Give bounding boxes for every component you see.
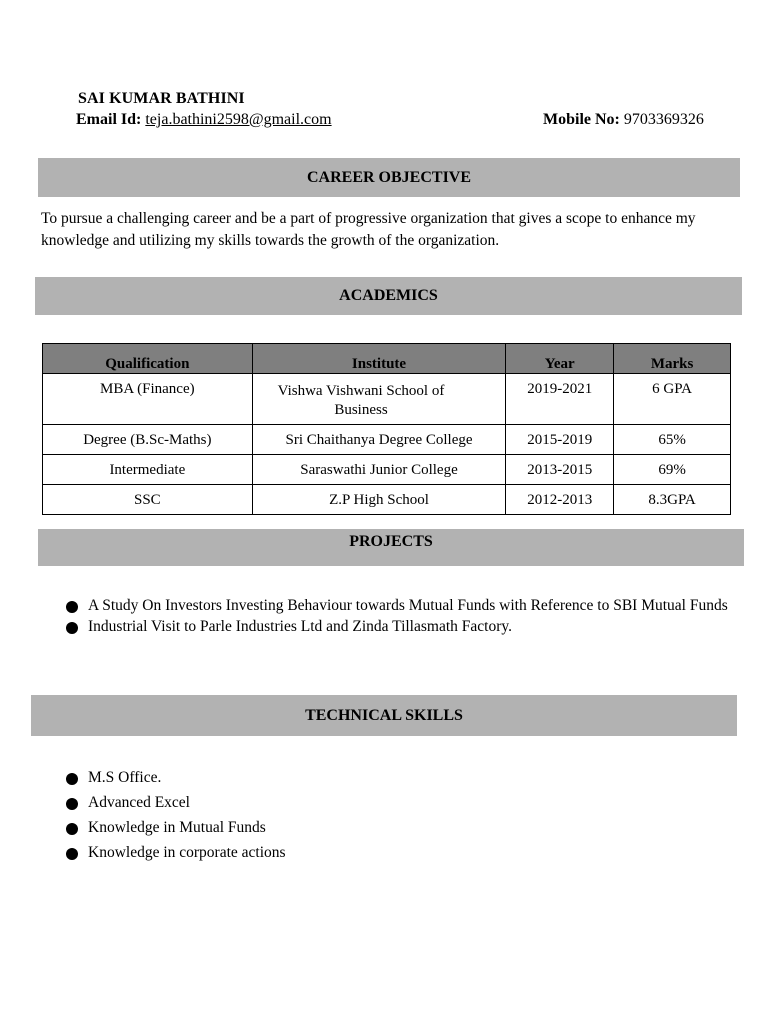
year-cell: 2012-2013 [506, 485, 614, 515]
institute-cell: Saraswathi Junior College [252, 455, 506, 485]
technical-skills-heading: TECHNICAL SKILLS [31, 695, 737, 736]
marks-cell: 69% [614, 455, 731, 485]
list-item [64, 596, 734, 616]
career-objective-text: To pursue a challenging career and be a part of progressive organization that gives a scope to enhance my knowledge and utilizing my skills towards the growth of the organization. [41, 210, 696, 249]
institute-cell: Z.P High School [252, 485, 506, 515]
column-header-marks: Marks [614, 344, 731, 374]
table-header-row [43, 344, 731, 374]
marks-cell: 8.3GPA [614, 485, 731, 515]
marks-cell: 6 GPA [614, 374, 731, 425]
table-row [43, 374, 731, 425]
column-header-qualification: Qualification [43, 344, 253, 374]
institute-cell: Vishwa Vishwani School of Business [252, 374, 506, 425]
year-cell: 2015-2019 [506, 425, 614, 455]
table-row [43, 485, 731, 515]
bullet-icon [66, 601, 78, 613]
bullet-icon [66, 848, 78, 860]
projects-list [64, 596, 734, 637]
mobile-line [543, 111, 704, 129]
project-text: A Study On Investors Investing Behaviour towards Mutual Funds with Reference to SBI Mutual Funds [88, 597, 728, 614]
mobile-label: Mobile No: [543, 111, 620, 128]
bullet-icon [66, 622, 78, 634]
qualification-cell: MBA (Finance) [43, 374, 253, 425]
bullet-icon [66, 823, 78, 835]
column-header-year: Year [506, 344, 614, 374]
list-item [64, 793, 664, 813]
bullet-icon [66, 773, 78, 785]
year-cell: 2013-2015 [506, 455, 614, 485]
year-cell: 2019-2021 [506, 374, 614, 425]
list-item [64, 843, 664, 863]
career-objective-heading: CAREER OBJECTIVE [38, 158, 740, 197]
qualification-cell: Intermediate [43, 455, 253, 485]
list-item [64, 818, 664, 838]
skill-text: Advanced Excel [88, 794, 190, 811]
table-row [43, 425, 731, 455]
skill-text: Knowledge in corporate actions [88, 844, 286, 861]
list-item [64, 617, 734, 637]
bullet-icon [66, 798, 78, 810]
mobile-number: 9703369326 [623, 111, 704, 128]
email-line [76, 111, 332, 129]
skill-text: Knowledge in Mutual Funds [88, 819, 266, 836]
academics-heading: ACADEMICS [35, 277, 742, 315]
column-header-institute: Institute [252, 344, 506, 374]
email-label: Email Id: [76, 111, 142, 128]
project-text: Industrial Visit to Parle Industries Ltd and Zinda Tillasmath Factory. [88, 618, 512, 635]
marks-cell: 65% [614, 425, 731, 455]
skill-text: M.S Office. [88, 769, 162, 786]
table-row [43, 455, 731, 485]
institute-cell: Sri Chaithanya Degree College [252, 425, 506, 455]
technical-skills-list [64, 768, 664, 863]
qualification-cell: SSC [43, 485, 253, 515]
email-link[interactable]: teja.bathini2598@gmail.com [145, 111, 332, 128]
projects-heading: PROJECTS [38, 529, 744, 566]
qualification-cell: Degree (B.Sc-Maths) [43, 425, 253, 455]
list-item [64, 768, 664, 788]
academics-table [42, 343, 731, 515]
candidate-name: SAI KUMAR BATHINI [78, 90, 245, 107]
